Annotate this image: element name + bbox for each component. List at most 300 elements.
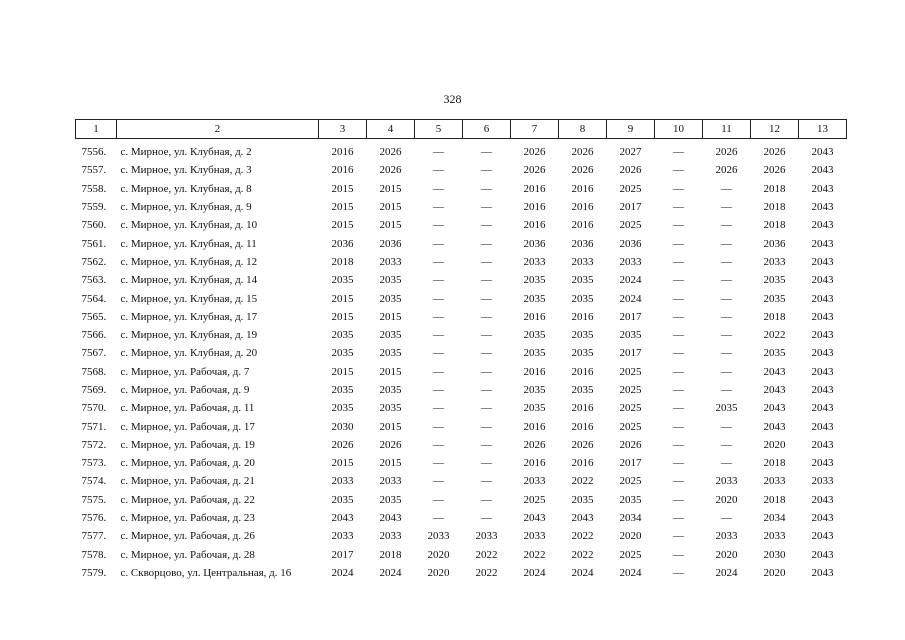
table-row — [76, 381, 847, 399]
address-cell: с. Мирное, ул. Клубная, д. 14 — [120, 274, 258, 287]
year-cell-col-13: 2043 — [811, 365, 834, 378]
year-cell-col-7: 2025 — [523, 493, 546, 506]
year-cell-col-11: 2026 — [715, 146, 738, 159]
year-cell-col-9: 2034 — [619, 512, 642, 525]
year-cell-col-11: — — [721, 347, 732, 360]
year-cell-col-8: 2016 — [571, 201, 594, 214]
table-row — [76, 139, 847, 162]
year-cell-col-3: 2015 — [331, 219, 354, 232]
year-cell-col-13: 2043 — [811, 237, 834, 250]
year-cell-col-8: 2035 — [571, 493, 594, 506]
year-cell-col-5: — — [433, 164, 444, 177]
year-cell-col-3: 2015 — [331, 201, 354, 214]
data-table — [75, 119, 847, 582]
year-cell-col-7: 2035 — [523, 329, 546, 342]
year-cell-col-9: 2017 — [619, 347, 642, 360]
year-cell-col-11: — — [721, 274, 732, 287]
year-cell-col-9: 2025 — [619, 420, 642, 433]
year-cell-col-5: — — [433, 292, 444, 305]
year-cell-col-11: 2033 — [715, 530, 738, 543]
year-cell-col-6: — — [481, 182, 492, 195]
table-row — [76, 417, 847, 435]
row-number: 7569. — [81, 384, 107, 396]
header-row — [76, 120, 847, 139]
year-cell-col-3: 2033 — [331, 530, 354, 543]
year-cell-col-10: — — [673, 493, 684, 506]
year-cell-col-4: 2035 — [379, 329, 402, 342]
year-cell-col-12: 2026 — [763, 164, 786, 177]
year-cell-col-10: — — [673, 420, 684, 433]
year-cell-col-6: — — [481, 475, 492, 488]
table-row — [76, 344, 847, 362]
year-cell-col-8: 2035 — [571, 329, 594, 342]
year-cell-col-9: 2024 — [619, 566, 642, 579]
year-cell-col-8: 2035 — [571, 292, 594, 305]
year-cell-col-12: 2020 — [763, 566, 786, 579]
year-cell-col-7: 2035 — [523, 274, 546, 287]
year-cell-col-6: — — [481, 292, 492, 305]
table-row — [76, 253, 847, 271]
year-cell-col-5: 2020 — [427, 548, 450, 561]
year-cell-col-6: 2022 — [475, 566, 498, 579]
year-cell-col-3: 2035 — [331, 274, 354, 287]
year-cell-col-12: 2022 — [763, 329, 786, 342]
year-cell-col-4: 2035 — [379, 347, 402, 360]
column-header-12: 12 — [751, 120, 799, 139]
year-cell-col-7: 2026 — [523, 164, 546, 177]
year-cell-col-9: 2026 — [619, 164, 642, 177]
address-cell: с. Мирное, ул. Рабочая, д. 26 — [120, 530, 255, 543]
year-cell-col-7: 2033 — [523, 255, 546, 268]
year-cell-col-9: 2026 — [619, 438, 642, 451]
row-number: 7574. — [81, 475, 107, 488]
year-cell-col-10: — — [673, 255, 684, 268]
year-cell-col-9: 2036 — [619, 237, 642, 250]
column-header-4: 4 — [367, 120, 415, 139]
year-cell-col-3: 2015 — [331, 457, 354, 470]
year-cell-col-5: — — [433, 347, 444, 360]
year-cell-col-13: 2043 — [811, 347, 834, 360]
year-cell-col-12: 2043 — [763, 420, 786, 433]
table-row — [76, 271, 847, 289]
year-cell-col-8: 2022 — [571, 475, 594, 488]
year-cell-col-11: 2035 — [715, 402, 738, 415]
year-cell-col-11: 2033 — [715, 475, 738, 488]
year-cell-col-10: — — [673, 219, 684, 232]
address-cell: с. Мирное, ул. Рабочая, д. 19 — [120, 438, 255, 451]
year-cell-col-5: — — [433, 255, 444, 268]
year-cell-col-6: — — [481, 384, 492, 396]
year-cell-col-3: 2035 — [331, 347, 354, 360]
address-cell: с. Мирное, ул. Рабочая, д. 11 — [120, 402, 255, 415]
year-cell-col-7: 2043 — [523, 512, 546, 525]
row-number: 7573. — [81, 457, 107, 470]
year-cell-col-3: 2015 — [331, 310, 354, 323]
year-cell-col-10: — — [673, 566, 684, 579]
address-cell: с. Мирное, ул. Рабочая, д. 21 — [120, 475, 255, 488]
year-cell-col-3: 2030 — [331, 420, 354, 433]
year-cell-col-11: — — [721, 420, 732, 433]
year-cell-col-5: — — [433, 219, 444, 232]
year-cell-col-10: — — [673, 274, 684, 287]
year-cell-col-3: 2035 — [331, 402, 354, 415]
year-cell-col-12: 2026 — [763, 146, 786, 159]
row-number: 7571. — [81, 420, 107, 433]
year-cell-col-5: — — [433, 512, 444, 525]
year-cell-col-13: 2043 — [811, 530, 834, 543]
table-row — [76, 546, 847, 564]
row-number: 7579. — [81, 566, 107, 579]
year-cell-col-13: 2043 — [811, 512, 834, 525]
year-cell-col-8: 2016 — [571, 457, 594, 470]
year-cell-col-5: — — [433, 329, 444, 342]
year-cell-col-6: — — [481, 164, 492, 177]
year-cell-col-7: 2035 — [523, 402, 546, 415]
year-cell-col-9: 2035 — [619, 329, 642, 342]
year-cell-col-13: 2043 — [811, 438, 834, 451]
year-cell-col-11: 2020 — [715, 548, 738, 561]
year-cell-col-8: 2026 — [571, 438, 594, 451]
year-cell-col-10: — — [673, 164, 684, 177]
year-cell-col-11: 2026 — [715, 164, 738, 177]
year-cell-col-13: 2043 — [811, 255, 834, 268]
year-cell-col-9: 2017 — [619, 457, 642, 470]
year-cell-col-13: 2043 — [811, 292, 834, 305]
table-row — [76, 161, 847, 179]
column-header-11: 11 — [703, 120, 751, 139]
year-cell-col-9: 2033 — [619, 255, 642, 268]
year-cell-col-12: 2033 — [763, 475, 786, 488]
year-cell-col-4: 2015 — [379, 457, 402, 470]
year-cell-col-4: 2033 — [379, 475, 402, 488]
year-cell-col-13: 2043 — [811, 219, 834, 232]
year-cell-col-3: 2015 — [331, 292, 354, 305]
year-cell-col-10: — — [673, 365, 684, 378]
year-cell-col-4: 2026 — [379, 146, 402, 159]
year-cell-col-7: 2033 — [523, 475, 546, 488]
year-cell-col-3: 2033 — [331, 475, 354, 488]
year-cell-col-5: — — [433, 457, 444, 470]
column-header-7: 7 — [511, 120, 559, 139]
year-cell-col-4: 2026 — [379, 164, 402, 177]
year-cell-col-11: — — [721, 512, 732, 525]
year-cell-col-3: 2035 — [331, 329, 354, 342]
year-cell-col-7: 2016 — [523, 201, 546, 214]
year-cell-col-10: — — [673, 530, 684, 543]
year-cell-col-11: — — [721, 255, 732, 268]
year-cell-col-8: 2033 — [571, 255, 594, 268]
year-cell-col-3: 2015 — [331, 365, 354, 378]
year-cell-col-12: 2018 — [763, 201, 786, 214]
table-row — [76, 436, 847, 454]
year-cell-col-6: — — [481, 146, 492, 159]
year-cell-col-12: 2043 — [763, 384, 786, 396]
row-number: 7558. — [81, 182, 107, 195]
year-cell-col-8: 2035 — [571, 274, 594, 287]
year-cell-col-12: 2035 — [763, 347, 786, 360]
year-cell-col-9: 2025 — [619, 365, 642, 378]
year-cell-col-6: — — [481, 329, 492, 342]
year-cell-col-8: 2024 — [571, 566, 594, 579]
address-cell: с. Мирное, ул. Клубная, д. 3 — [120, 164, 252, 177]
year-cell-col-12: 2018 — [763, 219, 786, 232]
year-cell-col-5: — — [433, 201, 444, 214]
year-cell-col-4: 2035 — [379, 493, 402, 506]
year-cell-col-8: 2026 — [571, 146, 594, 159]
year-cell-col-13: 2043 — [811, 182, 834, 195]
year-cell-col-3: 2017 — [331, 548, 354, 561]
year-cell-col-3: 2016 — [331, 164, 354, 177]
address-cell: с. Мирное, ул. Клубная, д. 2 — [120, 146, 252, 159]
year-cell-col-7: 2024 — [523, 566, 546, 579]
year-cell-col-4: 2035 — [379, 292, 402, 305]
year-cell-col-3: 2016 — [331, 146, 354, 159]
year-cell-col-10: — — [673, 548, 684, 561]
year-cell-col-7: 2016 — [523, 310, 546, 323]
year-cell-col-5: 2033 — [427, 530, 450, 543]
year-cell-col-6: — — [481, 219, 492, 232]
year-cell-col-13: 2043 — [811, 310, 834, 323]
year-cell-col-8: 2022 — [571, 530, 594, 543]
address-cell: с. Мирное, ул. Клубная, д. 8 — [120, 182, 252, 195]
year-cell-col-4: 2043 — [379, 512, 402, 525]
table-row — [76, 491, 847, 509]
table-row — [76, 198, 847, 216]
year-cell-col-9: 2017 — [619, 201, 642, 214]
year-cell-col-11: — — [721, 292, 732, 305]
year-cell-col-12: 2034 — [763, 512, 786, 525]
year-cell-col-8: 2022 — [571, 548, 594, 561]
year-cell-col-6: — — [481, 255, 492, 268]
table-row — [76, 399, 847, 417]
year-cell-col-6: — — [481, 402, 492, 415]
year-cell-col-9: 2025 — [619, 182, 642, 195]
year-cell-col-11: — — [721, 201, 732, 214]
year-cell-col-6: — — [481, 493, 492, 506]
year-cell-col-10: — — [673, 457, 684, 470]
year-cell-col-7: 2022 — [523, 548, 546, 561]
year-cell-col-7: 2035 — [523, 384, 546, 396]
year-cell-col-4: 2018 — [379, 548, 402, 561]
row-number: 7572. — [81, 438, 107, 451]
year-cell-col-5: 2020 — [427, 566, 450, 579]
year-cell-col-8: 2016 — [571, 219, 594, 232]
table-row — [76, 289, 847, 307]
address-cell: с. Мирное, ул. Клубная, д. 20 — [120, 347, 258, 360]
page-number: 328 — [443, 92, 462, 106]
row-number: 7576. — [81, 512, 107, 525]
year-cell-col-3: 2035 — [331, 493, 354, 506]
year-cell-col-6: — — [481, 438, 492, 451]
table-row — [76, 308, 847, 326]
year-cell-col-10: — — [673, 384, 684, 396]
address-cell: с. Мирное, ул. Клубная, д. 17 — [120, 310, 258, 323]
year-cell-col-11: 2024 — [715, 566, 738, 579]
year-cell-col-12: 2020 — [763, 438, 786, 451]
year-cell-col-9: 2025 — [619, 384, 642, 396]
year-cell-col-6: 2033 — [475, 530, 498, 543]
year-cell-col-11: — — [721, 237, 732, 250]
address-cell: с. Мирное, ул. Рабочая, д. 9 — [120, 384, 250, 396]
year-cell-col-9: 2020 — [619, 530, 642, 543]
year-cell-col-13: 2043 — [811, 566, 834, 579]
year-cell-col-10: — — [673, 237, 684, 250]
year-cell-col-10: — — [673, 329, 684, 342]
year-cell-col-8: 2036 — [571, 237, 594, 250]
year-cell-col-7: 2016 — [523, 219, 546, 232]
year-cell-col-6: — — [481, 310, 492, 323]
year-cell-col-13: 2043 — [811, 420, 834, 433]
table-row — [76, 326, 847, 344]
year-cell-col-7: 2016 — [523, 182, 546, 195]
year-cell-col-4: 2015 — [379, 219, 402, 232]
year-cell-col-4: 2036 — [379, 237, 402, 250]
year-cell-col-8: 2016 — [571, 182, 594, 195]
year-cell-col-12: 2043 — [763, 365, 786, 378]
table-row — [76, 472, 847, 490]
year-cell-col-11: — — [721, 182, 732, 195]
address-cell: с. Скворцово, ул. Центральная, д. 16 — [120, 566, 292, 579]
address-cell: с. Мирное, ул. Рабочая, д. 20 — [120, 457, 255, 470]
table-header — [76, 120, 847, 139]
year-cell-col-13: 2043 — [811, 164, 834, 177]
row-number: 7563. — [81, 274, 107, 287]
column-header-9: 9 — [607, 120, 655, 139]
year-cell-col-6: — — [481, 347, 492, 360]
row-number: 7570. — [81, 402, 107, 415]
year-cell-col-13: 2043 — [811, 493, 834, 506]
year-cell-col-10: — — [673, 146, 684, 159]
year-cell-col-4: 2033 — [379, 255, 402, 268]
year-cell-col-8: 2043 — [571, 512, 594, 525]
year-cell-col-12: 2030 — [763, 548, 786, 561]
year-cell-col-10: — — [673, 182, 684, 195]
year-cell-col-10: — — [673, 201, 684, 214]
year-cell-col-5: — — [433, 402, 444, 415]
address-cell: с. Мирное, ул. Рабочая, д. 22 — [120, 493, 255, 506]
year-cell-col-5: — — [433, 493, 444, 506]
year-cell-col-12: 2035 — [763, 274, 786, 287]
year-cell-col-12: 2018 — [763, 457, 786, 470]
table-row — [76, 363, 847, 381]
address-cell: с. Мирное, ул. Клубная, д. 10 — [120, 219, 258, 232]
year-cell-col-10: — — [673, 402, 684, 415]
year-cell-col-10: — — [673, 292, 684, 305]
year-cell-col-4: 2024 — [379, 566, 402, 579]
year-cell-col-10: — — [673, 475, 684, 488]
year-cell-col-5: — — [433, 310, 444, 323]
year-cell-col-13: 2043 — [811, 548, 834, 561]
year-cell-col-8: 2035 — [571, 384, 594, 396]
address-cell: с. Мирное, ул. Рабочая, д. 17 — [120, 420, 255, 433]
year-cell-col-3: 2024 — [331, 566, 354, 579]
address-cell: с. Мирное, ул. Рабочая, д. 23 — [120, 512, 255, 525]
year-cell-col-6: — — [481, 512, 492, 525]
year-cell-col-6: — — [481, 274, 492, 287]
year-cell-col-12: 2043 — [763, 402, 786, 415]
year-cell-col-4: 2015 — [379, 201, 402, 214]
year-cell-col-3: 2035 — [331, 384, 354, 396]
year-cell-col-10: — — [673, 347, 684, 360]
year-cell-col-5: — — [433, 384, 444, 396]
year-cell-col-4: 2035 — [379, 402, 402, 415]
year-cell-col-13: 2033 — [811, 475, 834, 488]
year-cell-col-9: 2025 — [619, 548, 642, 561]
year-cell-col-5: — — [433, 146, 444, 159]
year-cell-col-5: — — [433, 475, 444, 488]
year-cell-col-7: 2016 — [523, 420, 546, 433]
year-cell-col-13: 2043 — [811, 274, 834, 287]
year-cell-col-6: — — [481, 201, 492, 214]
column-header-3: 3 — [319, 120, 367, 139]
year-cell-col-12: 2036 — [763, 237, 786, 250]
address-cell: с. Мирное, ул. Клубная, д. 9 — [120, 201, 252, 214]
year-cell-col-9: 2025 — [619, 219, 642, 232]
year-cell-col-4: 2015 — [379, 310, 402, 323]
year-cell-col-10: — — [673, 310, 684, 323]
row-number: 7557. — [81, 164, 107, 177]
year-cell-col-7: 2035 — [523, 292, 546, 305]
year-cell-col-5: — — [433, 182, 444, 195]
year-cell-col-4: 2033 — [379, 530, 402, 543]
year-cell-col-12: 2018 — [763, 493, 786, 506]
year-cell-col-12: 2033 — [763, 530, 786, 543]
year-cell-col-12: 2018 — [763, 182, 786, 195]
row-number: 7562. — [81, 255, 107, 268]
year-cell-col-11: 2020 — [715, 493, 738, 506]
column-header-8: 8 — [559, 120, 607, 139]
year-cell-col-3: 2036 — [331, 237, 354, 250]
year-cell-col-8: 2035 — [571, 347, 594, 360]
row-number: 7565. — [81, 310, 107, 323]
year-cell-col-10: — — [673, 438, 684, 451]
year-cell-col-11: — — [721, 329, 732, 342]
year-cell-col-11: — — [721, 457, 732, 470]
row-number: 7566. — [81, 329, 107, 342]
year-cell-col-6: 2022 — [475, 548, 498, 561]
year-cell-col-13: 2043 — [811, 384, 834, 396]
year-cell-col-6: — — [481, 457, 492, 470]
table-row — [76, 509, 847, 527]
year-cell-col-9: 2027 — [619, 146, 642, 159]
table-body — [76, 139, 847, 583]
year-cell-col-7: 2035 — [523, 347, 546, 360]
year-cell-col-3: 2018 — [331, 255, 354, 268]
row-number: 7568. — [81, 365, 107, 378]
row-number: 7561. — [81, 237, 107, 250]
row-number: 7575. — [81, 493, 107, 506]
year-cell-col-8: 2016 — [571, 402, 594, 415]
year-cell-col-9: 2024 — [619, 274, 642, 287]
year-cell-col-4: 2026 — [379, 438, 402, 451]
year-cell-col-5: — — [433, 420, 444, 433]
table-row — [76, 527, 847, 545]
year-cell-col-11: — — [721, 219, 732, 232]
year-cell-col-4: 2035 — [379, 384, 402, 396]
year-cell-col-13: 2043 — [811, 457, 834, 470]
column-header-5: 5 — [415, 120, 463, 139]
year-cell-col-9: 2035 — [619, 493, 642, 506]
year-cell-col-13: 2043 — [811, 201, 834, 214]
year-cell-col-7: 2026 — [523, 146, 546, 159]
year-cell-col-5: — — [433, 365, 444, 378]
address-cell: с. Мирное, ул. Рабочая, д. 28 — [120, 548, 255, 561]
row-number: 7556. — [81, 146, 107, 159]
year-cell-col-7: 2016 — [523, 457, 546, 470]
year-cell-col-8: 2026 — [571, 164, 594, 177]
year-cell-col-9: 2025 — [619, 402, 642, 415]
address-cell: с. Мирное, ул. Клубная, д. 15 — [120, 292, 258, 305]
